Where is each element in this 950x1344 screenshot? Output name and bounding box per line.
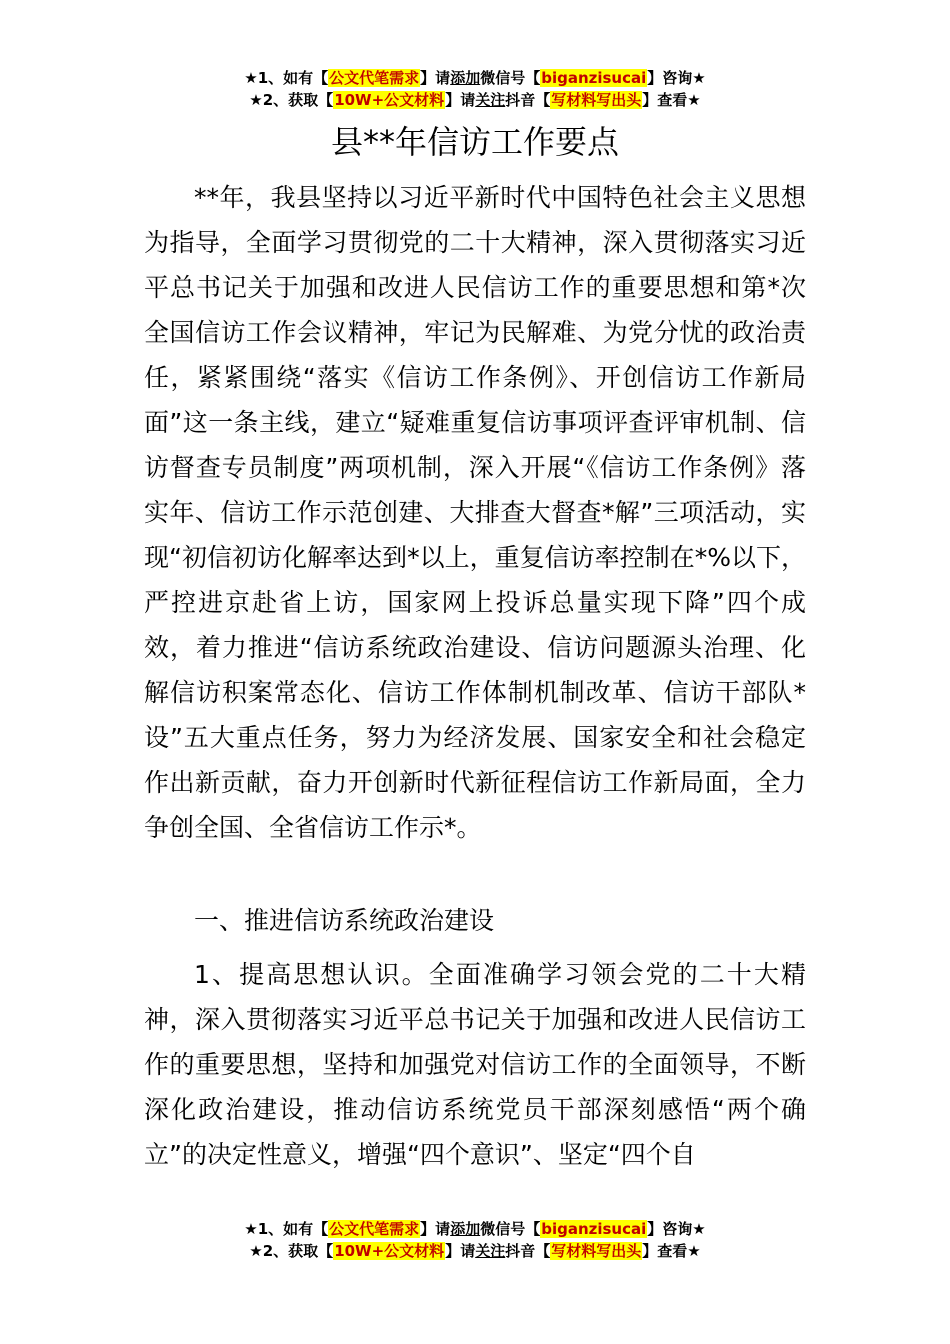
banner-highlight: 10W+公文材料 bbox=[334, 1242, 445, 1260]
document-title: 县**年信访工作要点 bbox=[330, 123, 619, 161]
banner-highlight: biganzisucai bbox=[541, 1220, 647, 1238]
banner-highlight: 写材料写出头 bbox=[551, 91, 642, 109]
intro-paragraph: **年，我县坚持以习近平新时代中国特色社会主义思想为指导，全面学习贯彻党的二十大精神，深入贯彻落实习近平总书记关于加强和改进人民信访工作的重要思想和第*次全国信访工作会议精神，牢记为民解难、为党分忧的政治责任，紧紧围绕“落实《信访工作条例》、开创信访工作新局面”这一条主线，建立“疑难重复信访事项评查评审机制、信访督查专员制度”两项机制，深入开展“《信访工作条例》落实年、信访工作示范创建、大排查大督查*解”三项活动，实现“初信初访化解率达到*以上，重复信访率控制在*%以下，严控进京赴省上访，国家网上投诉总量实现下降”四个成效，着力推进“信访系统政治建设、信访问题源头治理、化解信访积案常态化、信访工作体制机制改革、信访干部队*设”五大重点任务，努力为经济发展、国家安全和社会稳定作出新贡献，奋力开创新时代新征程信访工作新局面，全力争创全国、全省信访工作示*。 bbox=[144, 183, 806, 842]
banner-highlight: biganzisucai bbox=[541, 69, 647, 87]
banner-line-1: ★1、如有【公文代笔需求】请添加微信号【biganzisucai】咨询★ bbox=[244, 1220, 706, 1238]
section-heading-block bbox=[144, 898, 806, 943]
intro-paragraph-block bbox=[144, 175, 806, 850]
banner-highlight: 写材料写出头 bbox=[551, 1242, 642, 1260]
banner-line-2: ★2、获取【10W+公文材料】请关注抖音【写材料写出头】查看★ bbox=[249, 91, 701, 109]
banner-line-2: ★2、获取【10W+公文材料】请关注抖音【写材料写出头】查看★ bbox=[249, 1242, 701, 1260]
banner-line-1: ★1、如有【公文代笔需求】请添加微信号【biganzisucai】咨询★ bbox=[244, 69, 706, 87]
section-heading: 一、推进信访系统政治建设 bbox=[194, 906, 495, 935]
footer-banner bbox=[0, 1218, 950, 1262]
banner-highlight: 公文代笔需求 bbox=[329, 1220, 420, 1238]
item-paragraph-block bbox=[144, 952, 806, 1177]
banner-highlight: 公文代笔需求 bbox=[329, 69, 420, 87]
banner-highlight: 10W+公文材料 bbox=[334, 91, 445, 109]
header-banner bbox=[0, 67, 950, 111]
item-paragraph: 1、提高思想认识。全面准确学习领会党的二十大精神，深入贯彻落实习近平总书记关于加强和改进人民信访工作的重要思想，坚持和加强党对信访工作的全面领导，不断深化政治建设，推动信访系统党员干部深刻感悟“两个确立”的决定性意义，增强“四个意识”、坚定“四个自 bbox=[144, 960, 806, 1169]
